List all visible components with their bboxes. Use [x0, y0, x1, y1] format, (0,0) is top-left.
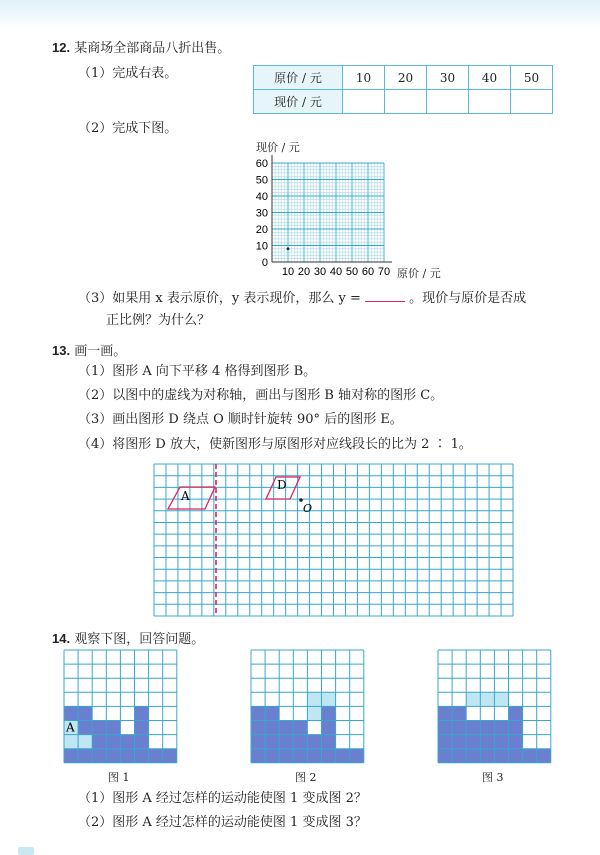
dark-block-cell — [452, 749, 466, 763]
dark-block-cell — [509, 706, 523, 720]
chart-x-tick-label: 20 — [297, 266, 311, 278]
dark-block-cell — [494, 735, 508, 749]
dark-block-cell — [251, 706, 265, 720]
dark-block-cell — [322, 749, 336, 763]
dark-block-cell — [265, 706, 279, 720]
shape-a-cell — [64, 735, 78, 749]
chart-y-tick-label: 60 — [255, 158, 268, 170]
chart-x-tick-label: 10 — [281, 266, 295, 278]
dark-block-cell — [336, 749, 350, 763]
dark-block-cell — [307, 749, 321, 763]
dark-block-cell — [135, 706, 149, 720]
question-14-number: 14. — [52, 631, 71, 646]
dark-block-cell — [251, 721, 265, 735]
question-12-stem: 某商场全部商品八折出售。 — [74, 41, 231, 56]
chart-x-tick-label: 40 — [329, 266, 343, 278]
price-table-header-original: 原价 / 元 — [254, 66, 343, 90]
dark-block-cell — [120, 749, 134, 763]
dark-block-cell — [537, 749, 551, 763]
dark-block-cell — [438, 749, 452, 763]
dark-block-cell — [509, 721, 523, 735]
question-13-item-4: （4）将图形 D 放大，使新图形与原图形对应线段长的比为 2 ∶ 1。 — [78, 437, 472, 452]
dark-block-cell — [438, 706, 452, 720]
shape-a-cell — [322, 692, 336, 706]
dark-block-cell — [78, 706, 92, 720]
question-14-item-1: （1）图形 A 经过怎样的运动能使图 1 变成图 2？ — [78, 791, 367, 806]
chart-point — [287, 247, 290, 250]
chart-y-tick-label: 0 — [261, 257, 268, 269]
dark-block-cell — [106, 749, 120, 763]
question-12-part-3-text-a: （3）如果用 x 表示原价，y 表示现价，那么 y = — [78, 291, 361, 306]
dark-block-cell — [480, 721, 494, 735]
figure-1-caption: 图 1 — [108, 771, 130, 784]
chart-x-tick-label: 30 — [313, 266, 327, 278]
point-o-label: O — [303, 502, 313, 515]
shape-a-cell — [480, 692, 494, 706]
dark-block-cell — [149, 749, 163, 763]
chart-x-tick-label: 50 — [345, 266, 359, 278]
dark-block-cell — [350, 749, 364, 763]
dark-block-cell — [92, 735, 106, 749]
dark-block-cell — [438, 721, 452, 735]
question-14-item-2: （2）图形 A 经过怎样的运动能使图 1 变成图 3？ — [78, 815, 367, 830]
question-12-part-3 — [78, 289, 526, 307]
chart-y-tick-label: 40 — [255, 191, 268, 203]
question-12-part-2: （2）完成下图。 — [78, 121, 178, 136]
dark-block-cell — [509, 749, 523, 763]
dark-block-cell — [251, 735, 265, 749]
page-footer-mark — [18, 847, 34, 855]
chart-y-tick-label: 20 — [255, 224, 268, 236]
price-table-header-current: 现价 / 元 — [254, 90, 343, 114]
dark-block-cell — [293, 749, 307, 763]
question-13-item-2: （2）以图中的虚线为对称轴，画出与图形 B 轴对称的图形 C。 — [78, 388, 444, 403]
dark-block-cell — [265, 735, 279, 749]
shape-a-cell — [494, 692, 508, 706]
answer-blank[interactable] — [365, 289, 405, 302]
question-12-part-3-continued: 正比例？为什么？ — [106, 313, 211, 328]
dark-block-cell — [106, 721, 120, 735]
shape-a-label: A — [181, 489, 190, 503]
price-table-cell: 30 — [427, 66, 469, 90]
dark-block-cell — [265, 749, 279, 763]
shape-a-parallelogram — [168, 487, 215, 509]
dark-block-cell — [92, 721, 106, 735]
question-13-item-1: （1）图形 A 向下平移 4 格得到图形 B。 — [78, 364, 317, 379]
chart-y-tick-label: 50 — [255, 174, 268, 187]
question-13-stem: 画一画。 — [74, 344, 127, 359]
question-14-stem: 观察下图，回答问题。 — [74, 632, 205, 647]
price-chart — [0, 0, 600, 300]
figure-3-caption: 图 3 — [482, 771, 504, 784]
dark-block-cell — [466, 721, 480, 735]
dark-block-cell — [135, 721, 149, 735]
question-13-heading — [52, 343, 126, 360]
shape-a-cell — [78, 735, 92, 749]
dark-block-cell — [438, 735, 452, 749]
shape-d-label: D — [277, 478, 287, 492]
dark-block-cell — [135, 735, 149, 749]
dark-block-cell — [480, 749, 494, 763]
question-12-part-1: （1）完成右表。 — [78, 66, 178, 81]
dark-block-cell — [251, 749, 265, 763]
chart-y-tick-label: 30 — [255, 207, 268, 220]
price-table-cell: 20 — [385, 66, 427, 90]
price-table-cell: 50 — [511, 66, 553, 90]
chart-y-axis-label: 现价 / 元 — [256, 141, 300, 154]
figure-2-caption: 图 2 — [295, 771, 317, 784]
dark-block-cell — [494, 749, 508, 763]
price-table-cell: 10 — [343, 66, 385, 90]
shape-a-cell — [466, 692, 480, 706]
chart-x-tick-label: 60 — [361, 266, 375, 278]
question-12-number: 12. — [52, 40, 71, 55]
dark-block-cell — [279, 721, 293, 735]
dark-block-cell — [509, 735, 523, 749]
chart-x-axis-label: 原价 / 元 — [397, 267, 441, 280]
question-12-part-3-text-b: 。现价与原价是否成 — [409, 291, 527, 306]
chart-x-tick-label: 70 — [377, 266, 391, 278]
price-table-cell: 40 — [469, 66, 511, 90]
dark-block-cell — [163, 749, 177, 763]
dark-block-cell — [307, 735, 321, 749]
drawing-grid[interactable] — [0, 460, 600, 630]
shape-a-cell — [307, 692, 321, 706]
dark-block-cell — [64, 749, 78, 763]
shape-a-cell — [307, 706, 321, 720]
dark-block-cell — [135, 749, 149, 763]
dark-block-cell — [452, 735, 466, 749]
dark-block-cell — [480, 735, 494, 749]
dark-block-cell — [452, 721, 466, 735]
dark-block-cell — [322, 721, 336, 735]
chart-y-tick-label: 10 — [255, 240, 268, 253]
dark-block-cell — [279, 749, 293, 763]
dark-block-cell — [92, 749, 106, 763]
dark-block-cell — [265, 721, 279, 735]
figure-2-grid — [251, 650, 381, 770]
figure-1-shape-a-label: A — [66, 720, 75, 735]
figure-1-grid — [64, 650, 194, 770]
dark-block-cell — [78, 749, 92, 763]
question-14-heading — [52, 631, 204, 648]
dark-block-cell — [279, 735, 293, 749]
dark-block-cell — [322, 735, 336, 749]
dark-block-cell — [466, 735, 480, 749]
question-13-number: 13. — [52, 343, 71, 358]
dark-block-cell — [106, 735, 120, 749]
dark-block-cell — [120, 735, 134, 749]
dark-block-cell — [78, 721, 92, 735]
dark-block-cell — [452, 706, 466, 720]
dark-block-cell — [466, 749, 480, 763]
dark-block-cell — [293, 735, 307, 749]
dark-block-cell — [494, 721, 508, 735]
figure-3-grid — [438, 650, 568, 770]
dark-block-cell — [523, 749, 537, 763]
dark-block-cell — [64, 706, 78, 720]
dark-block-cell — [293, 721, 307, 735]
question-13-item-3: （3）画出图形 D 绕点 O 顺时针旋转 90° 后的图形 E。 — [78, 412, 403, 427]
dark-block-cell — [322, 706, 336, 720]
